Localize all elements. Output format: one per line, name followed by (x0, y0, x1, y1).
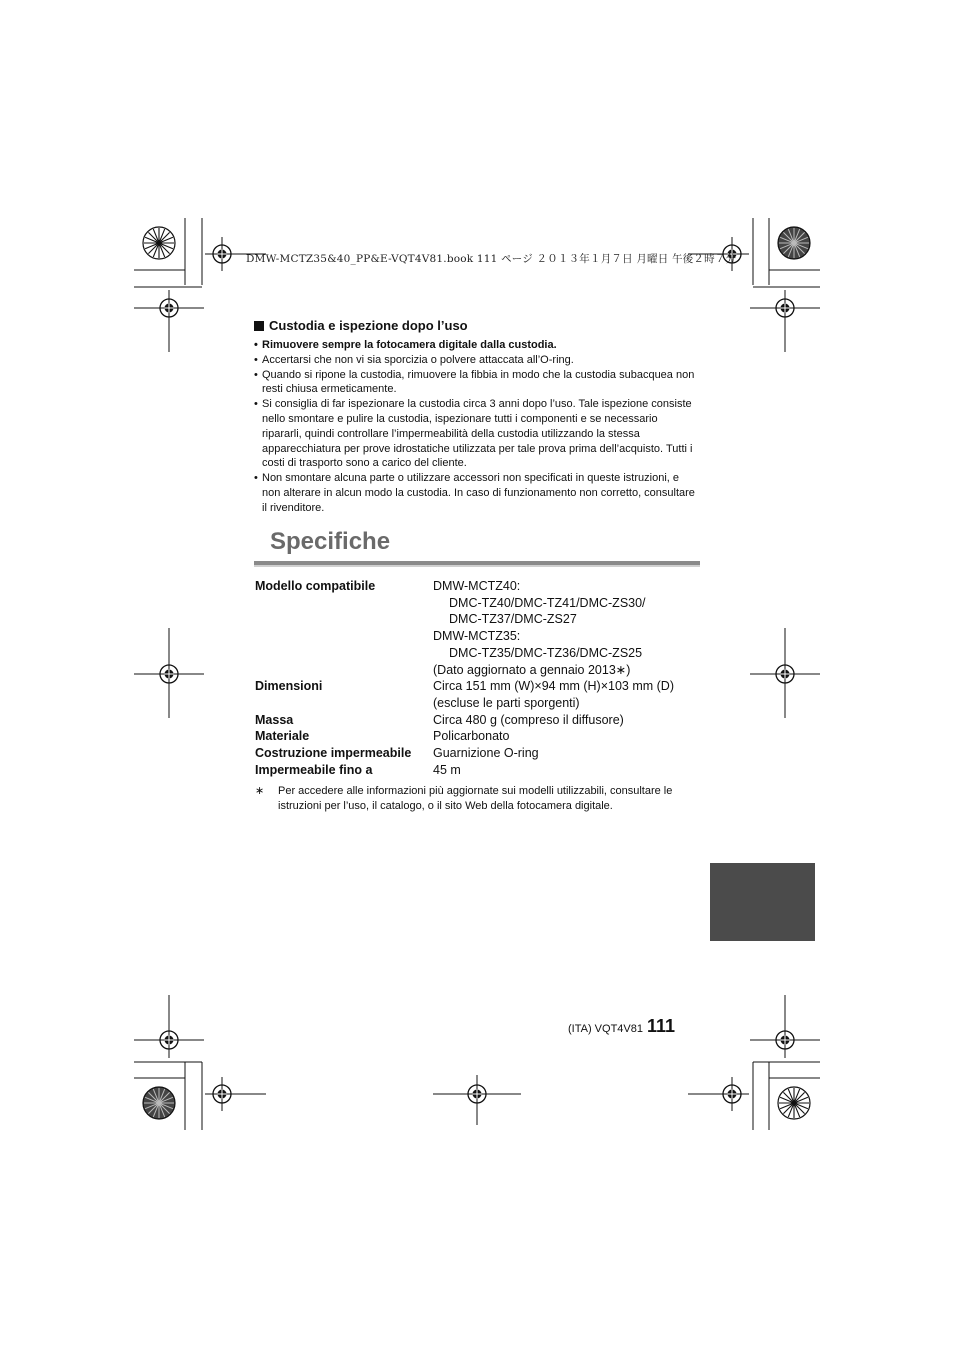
title-rule-shadow (254, 565, 700, 567)
spec-value: Circa 480 g (compreso il diffusore) (433, 712, 624, 727)
spec-value-line: DMC-TZ35/DMC-TZ36/DMC-ZS25 (449, 645, 643, 660)
section-heading (254, 318, 700, 333)
footnote-text: Per accedere alle informazioni più aggiornate sui modelli utilizzabili, consultare le istruzioni per l’uso, il catalogo, o il sito Web della fotocamera digitale. (278, 785, 673, 812)
list-item: • Si consiglia di far ispezionare la custodia circa 3 anni dopo l’uso. Tale ispezione consiste nello smontare e pulire la custodia, ispezionare tutti i componenti e se necessario ripararli, quindi controllare l’impermeabilità della custodia utilizzando la stessa apparecchiatura per prove idrostatiche utilizzata per tale prova prima dell’acquisto. Tutti i costi di trasporto sono a carico del cliente. (254, 397, 700, 471)
spec-label: Impermeabile fino a (255, 762, 373, 777)
spec-value: Guarnizione O-ring (433, 746, 539, 761)
spec-value-line: (escluse le parti sporgenti) (433, 695, 580, 710)
specifiche-title: Specifiche (270, 528, 391, 555)
spec-table (255, 578, 701, 778)
list-item: • Non smontare alcuna parte o utilizzare accessori non specificati in queste istruzioni, e non alterare in alcun modo la custodia. In caso di funzionamento non corretto, consultare il rivenditore. (254, 471, 700, 515)
spec-value (433, 678, 701, 711)
list-item: • Accertarsi che non vi sia sporcizia o polvere attaccata all’O-ring. (254, 353, 700, 368)
spec-value-line: DMC-TZ40/DMC-TZ41/DMC-ZS30/ (449, 595, 646, 610)
footnote (255, 784, 700, 813)
page-footer (568, 1016, 675, 1037)
doc-code: (ITA) VQT4V81 (568, 1023, 643, 1035)
spec-row-modello (255, 578, 701, 678)
spec-value (433, 578, 701, 678)
list-item: • Rimuovere sempre la fotocamera digitale dalla custodia. (254, 338, 700, 353)
spec-row-dimensioni (255, 678, 701, 711)
spec-value-line: Circa 151 mm (W)×94 mm (H)×103 mm (D) (433, 679, 674, 694)
spec-label: Dimensioni (255, 679, 323, 694)
custodia-section (254, 318, 700, 516)
spec-value-line: DMW-MCTZ35: (433, 629, 521, 644)
spec-label: Modello compatibile (255, 579, 376, 593)
language-tab-block (710, 863, 815, 941)
square-bullet-icon (254, 321, 264, 331)
spec-value-line: (Dato aggiornato a gennaio 2013∗) (433, 662, 631, 677)
spec-row-materiale (255, 728, 701, 745)
spec-label: Massa (255, 712, 294, 727)
spec-label: Materiale (255, 729, 310, 744)
spec-value-line: DMW-MCTZ40: (433, 579, 521, 593)
spec-value: 45 m (433, 762, 461, 777)
spec-value-line: DMC-TZ37/DMC-ZS27 (449, 612, 577, 627)
book-file-header: DMW-MCTZ35&40_PP&E-VQT4V81.book 111 ページ ２０１３年１月７日 月曜日 午後２時７分 (246, 253, 737, 265)
spec-row-massa (255, 712, 701, 729)
bullet-list (254, 338, 700, 516)
spec-row-costruzione (255, 745, 701, 762)
list-item: • Quando si ripone la custodia, rimuovere la fibbia in modo che la custodia subacquea non resti chiusa ermeticamente. (254, 368, 700, 398)
spec-value: Policarbonato (433, 729, 510, 744)
spec-row-impermeabile (255, 762, 701, 779)
spec-label: Costruzione impermeabile (255, 746, 412, 761)
section-heading-text: Custodia e ispezione dopo l’uso (269, 318, 468, 333)
page-number: 111 (646, 1016, 676, 1036)
footnote-asterisk: ∗ (255, 785, 265, 797)
